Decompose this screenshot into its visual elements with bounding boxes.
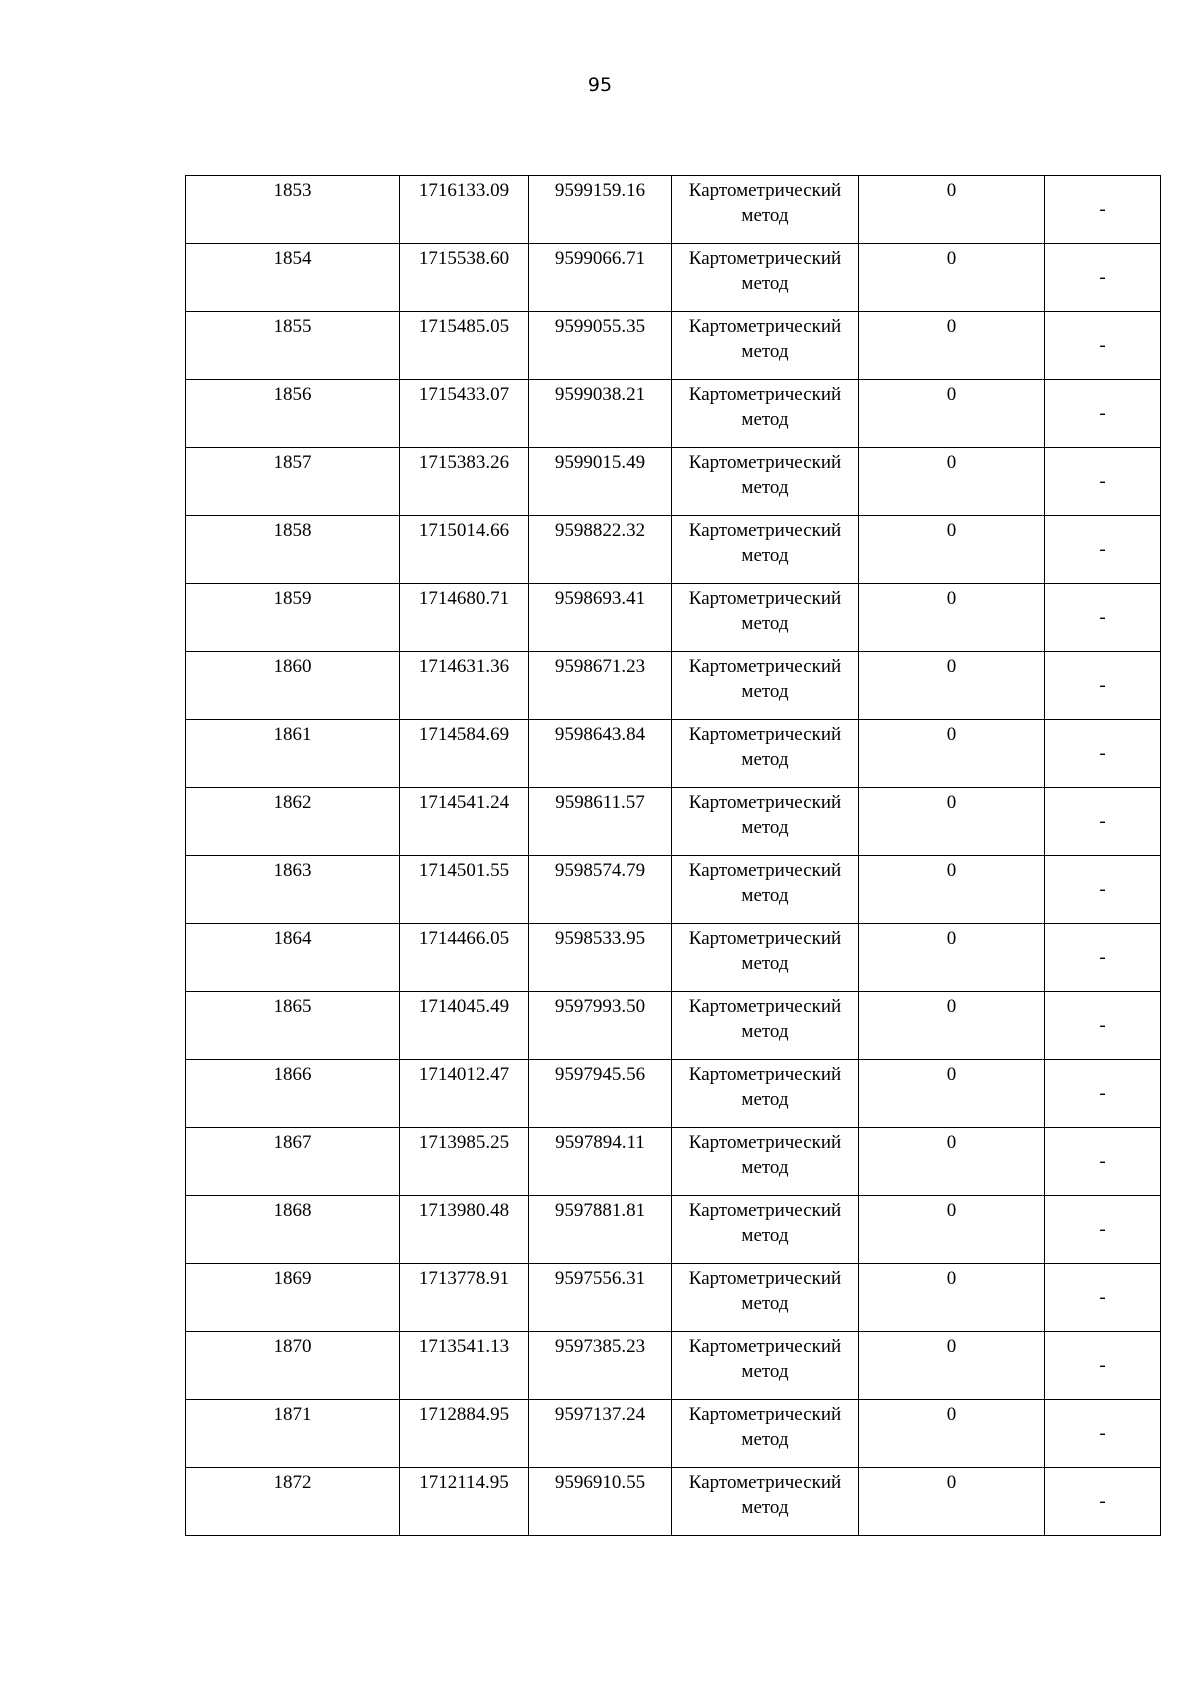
- point-number-cell: [186, 312, 400, 380]
- error-cell: [859, 1196, 1045, 1264]
- point-number-cell-text: 1857: [273, 452, 312, 473]
- coord-y-cell: [529, 992, 672, 1060]
- coord-y-cell: [529, 176, 672, 244]
- coord-y-cell: [529, 380, 672, 448]
- method-cell-text: Картометрический метод: [688, 1200, 842, 1246]
- point-number-cell: [186, 1060, 400, 1128]
- method-cell-text: Картометрический метод: [688, 520, 842, 566]
- method-cell: [672, 1060, 859, 1128]
- note-cell: [1045, 448, 1161, 516]
- error-cell-text: 0: [946, 520, 957, 541]
- error-cell: [859, 1060, 1045, 1128]
- method-cell: [672, 652, 859, 720]
- note-cell: [1045, 1332, 1161, 1400]
- note-cell: [1045, 652, 1161, 720]
- error-cell: [859, 312, 1045, 380]
- point-number-cell: [186, 856, 400, 924]
- table-row: [186, 1196, 1161, 1264]
- method-cell: [672, 244, 859, 312]
- point-number-cell: [186, 244, 400, 312]
- coord-x-cell-text: 1712114.95: [419, 1472, 509, 1493]
- coord-y-cell-text: 9597881.81: [554, 1200, 646, 1221]
- coord-y-cell-text: 9597993.50: [554, 996, 646, 1017]
- coord-x-cell-text: 1714631.36: [418, 656, 510, 677]
- note-cell: [1045, 1264, 1161, 1332]
- error-cell-text: 0: [946, 792, 957, 813]
- coord-x-cell-text: 1715014.66: [418, 520, 510, 541]
- point-number-cell: [186, 1468, 400, 1536]
- table-row: [186, 856, 1161, 924]
- coord-y-cell: [529, 856, 672, 924]
- coord-y-cell: [529, 1264, 672, 1332]
- error-cell-text: 0: [946, 1132, 957, 1153]
- method-cell: [672, 992, 859, 1060]
- coord-x-cell: [400, 992, 529, 1060]
- note-cell: [1045, 584, 1161, 652]
- note-cell-text: -: [1099, 1219, 1106, 1240]
- point-number-cell-text: 1869: [273, 1268, 312, 1289]
- coord-y-cell-text: 9599055.35: [554, 316, 646, 337]
- note-cell-text: -: [1099, 471, 1106, 492]
- note-cell-text: -: [1099, 1355, 1106, 1376]
- note-cell: [1045, 244, 1161, 312]
- coord-x-cell-text: 1712884.95: [418, 1404, 510, 1425]
- coord-y-cell-text: 9598822.32: [554, 520, 646, 541]
- error-cell: [859, 244, 1045, 312]
- table-row: [186, 720, 1161, 788]
- coord-x-cell: [400, 244, 529, 312]
- error-cell-text: 0: [946, 180, 957, 201]
- method-cell-text: Картометрический метод: [688, 860, 842, 906]
- point-number-cell: [186, 584, 400, 652]
- coord-y-cell-text: 9599038.21: [554, 384, 646, 405]
- coord-x-cell-text: 1713980.48: [418, 1200, 510, 1221]
- coord-x-cell-text: 1714541.24: [418, 792, 510, 813]
- note-cell-text: -: [1099, 1151, 1106, 1172]
- error-cell-text: 0: [946, 928, 957, 949]
- method-cell-text: Картометрический метод: [688, 180, 842, 226]
- coord-x-cell: [400, 720, 529, 788]
- coord-x-cell-text: 1713541.13: [418, 1336, 510, 1357]
- table-row: [186, 312, 1161, 380]
- point-number-cell-text: 1859: [273, 588, 312, 609]
- point-number-cell: [186, 516, 400, 584]
- coord-y-cell: [529, 1060, 672, 1128]
- coord-x-cell-text: 1715538.60: [418, 248, 510, 269]
- coord-x-cell: [400, 1332, 529, 1400]
- point-number-cell-text: 1863: [273, 860, 312, 881]
- table-row: [186, 1264, 1161, 1332]
- note-cell: [1045, 1468, 1161, 1536]
- error-cell-text: 0: [946, 452, 957, 473]
- error-cell: [859, 788, 1045, 856]
- coordinates-table-body: [186, 176, 1161, 1536]
- error-cell-text: 0: [946, 724, 957, 745]
- point-number-cell: [186, 176, 400, 244]
- method-cell-text: Картометрический метод: [688, 724, 842, 770]
- coord-x-cell-text: 1716133.09: [418, 180, 510, 201]
- coord-y-cell-text: 9598643.84: [554, 724, 646, 745]
- coord-y-cell: [529, 1128, 672, 1196]
- coord-x-cell: [400, 1128, 529, 1196]
- method-cell: [672, 788, 859, 856]
- note-cell: [1045, 312, 1161, 380]
- coord-x-cell-text: 1715433.07: [418, 384, 510, 405]
- error-cell: [859, 652, 1045, 720]
- point-number-cell: [186, 380, 400, 448]
- note-cell: [1045, 992, 1161, 1060]
- note-cell-text: -: [1099, 1491, 1106, 1512]
- coord-y-cell: [529, 312, 672, 380]
- error-cell-text: 0: [946, 1336, 957, 1357]
- point-number-cell-text: 1866: [273, 1064, 312, 1085]
- coord-y-cell-text: 9599015.49: [554, 452, 646, 473]
- coord-x-cell: [400, 924, 529, 992]
- coord-x-cell-text: 1714466.05: [418, 928, 510, 949]
- method-cell: [672, 516, 859, 584]
- method-cell-text: Картометрический метод: [688, 1064, 842, 1110]
- method-cell-text: Картометрический метод: [688, 316, 842, 362]
- error-cell: [859, 448, 1045, 516]
- note-cell: [1045, 1128, 1161, 1196]
- note-cell-text: -: [1099, 1083, 1106, 1104]
- coord-x-cell: [400, 584, 529, 652]
- point-number-cell-text: 1854: [273, 248, 312, 269]
- coord-x-cell-text: 1715383.26: [418, 452, 510, 473]
- point-number-cell: [186, 992, 400, 1060]
- method-cell-text: Картометрический метод: [688, 1404, 842, 1450]
- table-row: [186, 516, 1161, 584]
- coord-y-cell: [529, 720, 672, 788]
- coord-x-cell-text: 1714501.55: [418, 860, 510, 881]
- error-cell: [859, 1400, 1045, 1468]
- page-number: 95: [587, 74, 613, 96]
- coord-y-cell: [529, 1196, 672, 1264]
- coord-x-cell: [400, 176, 529, 244]
- error-cell: [859, 176, 1045, 244]
- method-cell: [672, 1128, 859, 1196]
- method-cell: [672, 380, 859, 448]
- table-row: [186, 1128, 1161, 1196]
- method-cell: [672, 1468, 859, 1536]
- coord-y-cell-text: 9596910.55: [554, 1472, 646, 1493]
- table-row: [186, 448, 1161, 516]
- error-cell-text: 0: [946, 1200, 957, 1221]
- method-cell: [672, 1332, 859, 1400]
- coord-x-cell: [400, 652, 529, 720]
- method-cell: [672, 448, 859, 516]
- point-number-cell: [186, 788, 400, 856]
- note-cell-text: -: [1099, 335, 1106, 356]
- error-cell: [859, 516, 1045, 584]
- note-cell-text: -: [1099, 1423, 1106, 1444]
- method-cell-text: Картометрический метод: [688, 928, 842, 974]
- method-cell-text: Картометрический метод: [688, 1336, 842, 1382]
- error-cell: [859, 720, 1045, 788]
- table-row: [186, 584, 1161, 652]
- note-cell: [1045, 380, 1161, 448]
- error-cell-text: 0: [946, 1404, 957, 1425]
- method-cell-text: Картометрический метод: [688, 452, 842, 498]
- coord-x-cell: [400, 1060, 529, 1128]
- error-cell: [859, 1332, 1045, 1400]
- error-cell-text: 0: [946, 248, 957, 269]
- coord-y-cell-text: 9597137.24: [554, 1404, 646, 1425]
- method-cell: [672, 1400, 859, 1468]
- coord-y-cell: [529, 448, 672, 516]
- error-cell-text: 0: [946, 384, 957, 405]
- error-cell: [859, 856, 1045, 924]
- coord-y-cell: [529, 652, 672, 720]
- coord-y-cell-text: 9597385.23: [554, 1336, 646, 1357]
- method-cell-text: Картометрический метод: [688, 1132, 842, 1178]
- point-number-cell: [186, 720, 400, 788]
- point-number-cell-text: 1856: [273, 384, 312, 405]
- point-number-cell: [186, 652, 400, 720]
- coord-y-cell-text: 9598693.41: [554, 588, 646, 609]
- method-cell: [672, 1264, 859, 1332]
- note-cell-text: -: [1099, 1015, 1106, 1036]
- note-cell-text: -: [1099, 199, 1106, 220]
- note-cell-text: -: [1099, 743, 1106, 764]
- point-number-cell-text: 1853: [273, 180, 312, 201]
- error-cell-text: 0: [946, 1064, 957, 1085]
- note-cell: [1045, 1196, 1161, 1264]
- note-cell: [1045, 924, 1161, 992]
- point-number-cell-text: 1855: [273, 316, 312, 337]
- point-number-cell: [186, 1400, 400, 1468]
- error-cell-text: 0: [946, 656, 957, 677]
- note-cell: [1045, 856, 1161, 924]
- coord-x-cell-text: 1715485.05: [418, 316, 510, 337]
- point-number-cell: [186, 1128, 400, 1196]
- table-row: [186, 1332, 1161, 1400]
- error-cell-text: 0: [946, 588, 957, 609]
- coord-y-cell-text: 9598533.95: [554, 928, 646, 949]
- error-cell: [859, 1468, 1045, 1536]
- point-number-cell-text: 1867: [273, 1132, 312, 1153]
- table-row: [186, 924, 1161, 992]
- method-cell-text: Картометрический метод: [688, 656, 842, 702]
- coord-y-cell: [529, 1332, 672, 1400]
- coord-y-cell: [529, 244, 672, 312]
- coord-x-cell: [400, 516, 529, 584]
- point-number-cell: [186, 1264, 400, 1332]
- note-cell-text: -: [1099, 675, 1106, 696]
- error-cell-text: 0: [946, 860, 957, 881]
- method-cell: [672, 856, 859, 924]
- error-cell-text: 0: [946, 316, 957, 337]
- table-row: [186, 380, 1161, 448]
- point-number-cell: [186, 1332, 400, 1400]
- point-number-cell-text: 1870: [273, 1336, 312, 1357]
- point-number-cell-text: 1860: [273, 656, 312, 677]
- method-cell: [672, 176, 859, 244]
- coord-y-cell-text: 9598574.79: [554, 860, 646, 881]
- note-cell-text: -: [1099, 879, 1106, 900]
- note-cell: [1045, 176, 1161, 244]
- note-cell: [1045, 720, 1161, 788]
- error-cell: [859, 1264, 1045, 1332]
- method-cell: [672, 720, 859, 788]
- coord-y-cell-text: 9597894.11: [555, 1132, 645, 1153]
- error-cell: [859, 992, 1045, 1060]
- note-cell: [1045, 516, 1161, 584]
- table-row: [186, 176, 1161, 244]
- point-number-cell: [186, 448, 400, 516]
- method-cell-text: Картометрический метод: [688, 996, 842, 1042]
- coord-x-cell: [400, 380, 529, 448]
- coord-x-cell-text: 1714012.47: [418, 1064, 510, 1085]
- coord-x-cell: [400, 788, 529, 856]
- point-number-cell-text: 1871: [273, 1404, 312, 1425]
- coord-y-cell: [529, 1400, 672, 1468]
- coord-y-cell: [529, 584, 672, 652]
- coord-y-cell-text: 9599159.16: [554, 180, 646, 201]
- coord-x-cell: [400, 1468, 529, 1536]
- method-cell-text: Картометрический метод: [688, 248, 842, 294]
- coordinates-table: [185, 175, 1161, 1536]
- error-cell: [859, 380, 1045, 448]
- coord-x-cell-text: 1714680.71: [418, 588, 510, 609]
- point-number-cell: [186, 1196, 400, 1264]
- note-cell-text: -: [1099, 1287, 1106, 1308]
- coord-x-cell-text: 1713778.91: [418, 1268, 510, 1289]
- coord-y-cell: [529, 516, 672, 584]
- error-cell: [859, 924, 1045, 992]
- coord-y-cell-text: 9597556.31: [554, 1268, 646, 1289]
- note-cell-text: -: [1099, 539, 1106, 560]
- coord-x-cell: [400, 1400, 529, 1468]
- point-number-cell-text: 1861: [273, 724, 312, 745]
- error-cell-text: 0: [946, 996, 957, 1017]
- point-number-cell-text: 1872: [273, 1472, 312, 1493]
- table-row: [186, 1400, 1161, 1468]
- table-row: [186, 1468, 1161, 1536]
- note-cell: [1045, 1060, 1161, 1128]
- point-number-cell-text: 1864: [273, 928, 312, 949]
- coord-x-cell: [400, 312, 529, 380]
- method-cell: [672, 1196, 859, 1264]
- note-cell-text: -: [1099, 811, 1106, 832]
- coord-x-cell: [400, 448, 529, 516]
- coord-x-cell: [400, 856, 529, 924]
- point-number-cell-text: 1868: [273, 1200, 312, 1221]
- table-row: [186, 652, 1161, 720]
- note-cell-text: -: [1099, 267, 1106, 288]
- table-row: [186, 244, 1161, 312]
- note-cell-text: -: [1099, 403, 1106, 424]
- method-cell-text: Картометрический метод: [688, 1472, 842, 1518]
- method-cell-text: Картометрический метод: [688, 1268, 842, 1314]
- table-row: [186, 1060, 1161, 1128]
- coord-y-cell-text: 9597945.56: [554, 1064, 646, 1085]
- point-number-cell: [186, 924, 400, 992]
- error-cell-text: 0: [946, 1472, 957, 1493]
- error-cell: [859, 584, 1045, 652]
- coord-x-cell: [400, 1196, 529, 1264]
- method-cell: [672, 312, 859, 380]
- method-cell-text: Картометрический метод: [688, 384, 842, 430]
- coord-x-cell-text: 1714584.69: [418, 724, 510, 745]
- point-number-cell-text: 1865: [273, 996, 312, 1017]
- point-number-cell-text: 1862: [273, 792, 312, 813]
- coord-y-cell-text: 9598671.23: [554, 656, 646, 677]
- coord-y-cell: [529, 924, 672, 992]
- note-cell-text: -: [1099, 607, 1106, 628]
- table-row: [186, 992, 1161, 1060]
- coord-x-cell-text: 1713985.25: [418, 1132, 510, 1153]
- method-cell-text: Картометрический метод: [688, 588, 842, 634]
- method-cell: [672, 584, 859, 652]
- method-cell: [672, 924, 859, 992]
- note-cell: [1045, 788, 1161, 856]
- coord-y-cell-text: 9598611.57: [555, 792, 645, 813]
- coord-y-cell-text: 9599066.71: [554, 248, 646, 269]
- coord-y-cell: [529, 1468, 672, 1536]
- point-number-cell-text: 1858: [273, 520, 312, 541]
- note-cell: [1045, 1400, 1161, 1468]
- error-cell-text: 0: [946, 1268, 957, 1289]
- coord-x-cell: [400, 1264, 529, 1332]
- note-cell-text: -: [1099, 947, 1106, 968]
- table-row: [186, 788, 1161, 856]
- coord-x-cell-text: 1714045.49: [418, 996, 510, 1017]
- coord-y-cell: [529, 788, 672, 856]
- error-cell: [859, 1128, 1045, 1196]
- method-cell-text: Картометрический метод: [688, 792, 842, 838]
